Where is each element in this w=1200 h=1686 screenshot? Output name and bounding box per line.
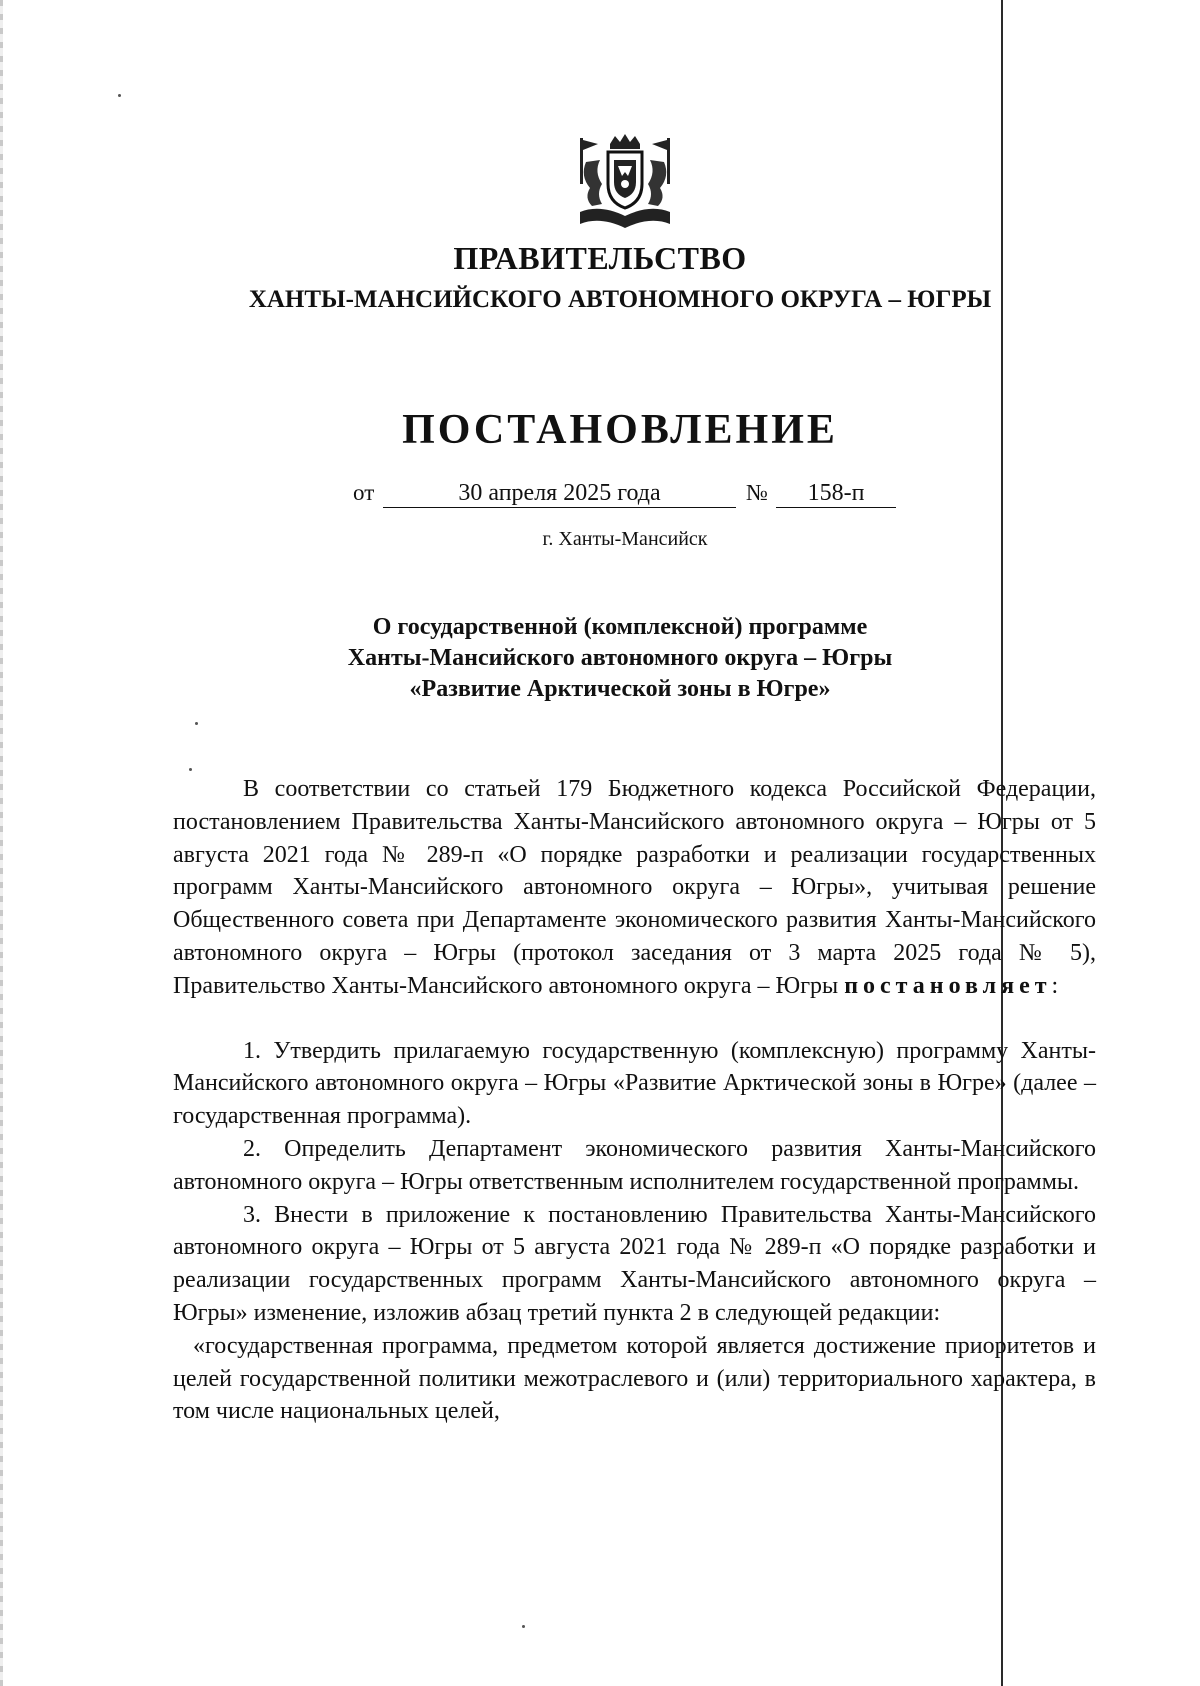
subject-line: Ханты-Мансийского автономного округа – Югры — [347, 645, 893, 671]
item-3: 3. Внести в приложение к постановлению Правительства Ханты-Мансийского автономного округа – Югры от 5 августа 2021 года № 289-п «О порядке разработки и реализации государственных программ Ханты-Мансийского автономного округа – Югры» изменение, изложив абзац третий пункта 2 в следующей редакции: — [173, 1201, 1096, 1326]
scan-speck — [195, 722, 198, 725]
government-title: ПРАВИТЕЛЬСТВО — [453, 240, 747, 276]
decree-colon: : — [1051, 972, 1059, 999]
region-title: ХАНТЫ-МАНСИЙСКОГО АВТОНОМНОГО ОКРУГА – ЮГРЫ — [248, 286, 992, 313]
subject-line: О государственной (комплексной) программе — [372, 614, 868, 640]
scan-speck — [522, 1625, 525, 1628]
preamble-text: В соответствии со статьей 179 Бюджетного кодекса Российской Федерации, постановлением Правительства Ханты-Мансийского автономного округа – Югры от 5 августа 2021 года № 289-п «О порядке разработки и реализации государственных программ Ханты-Мансийского автономного округа – Югры», учитывая решение Общественного совета при Департаменте экономического развития Ханты-Мансийского автономного округа – Югры (протокол заседания от 3 марта 2025 года № 5), Правительство Ханты-Мансийского автономного округа – Югры — [173, 776, 1096, 999]
number-label: № — [746, 480, 768, 505]
item-2: 2. Определить Департамент экономического развития Ханты-Мансийского автономного округа – Югры ответственным исполнителем государственной программы. — [173, 1135, 1096, 1195]
subject-line: «Развитие Арктической зоны в Югре» — [409, 676, 831, 702]
preamble-paragraph — [173, 773, 1096, 1003]
scan-speck — [118, 94, 121, 97]
coat-of-arms-icon — [570, 132, 680, 232]
city: г. Ханты-Мансийск — [542, 528, 708, 550]
document-body — [173, 773, 1096, 1428]
quoted-paragraph: «государственная программа, предметом которой является достижение приоритетов и целей государственной политики межотраслевого и (или) территориального характера, в том числе национальных целей, — [173, 1332, 1096, 1425]
date-number-row — [353, 480, 913, 510]
document-type: ПОСТАНОВЛЕНИЕ — [402, 407, 838, 453]
scan-speck — [189, 768, 192, 771]
item-1: 1. Утвердить прилагаемую государственную (комплексную) программу Ханты-Мансийского автономного округа – Югры «Развитие Арктической зоны в Югре» (далее – государственная программа). — [173, 1037, 1096, 1130]
document-subject — [0, 612, 1200, 705]
document-date: 30 апреля 2025 года — [383, 480, 736, 508]
decree-word: постановляет — [844, 972, 1052, 999]
from-label: от — [353, 480, 375, 505]
document-number: 158-п — [776, 480, 896, 508]
